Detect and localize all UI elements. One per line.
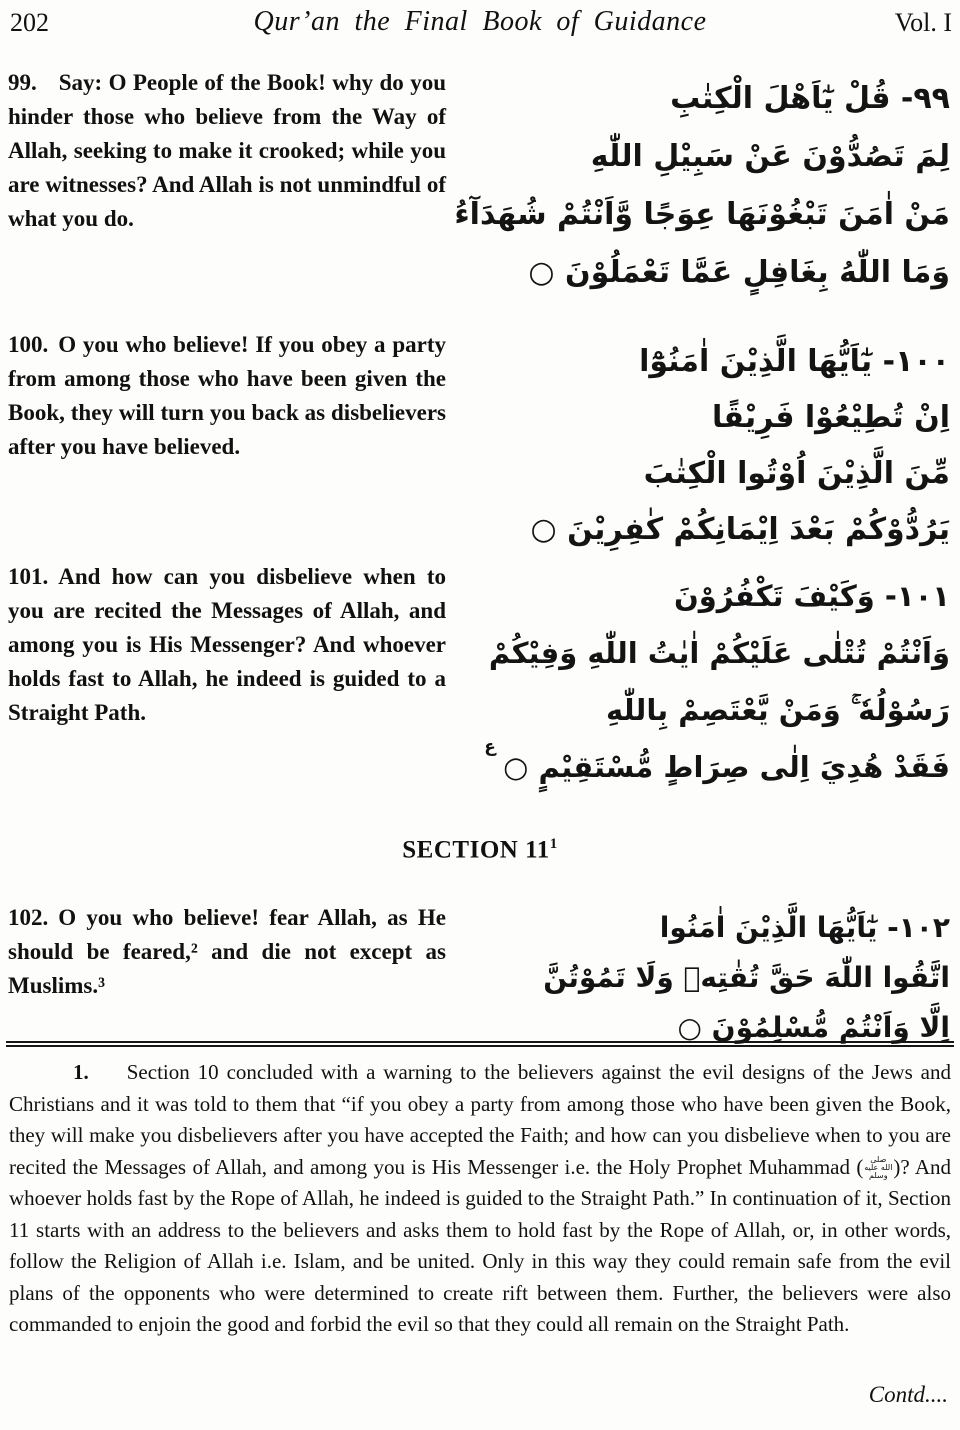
verse-text: Say: O People of the Book! why do you hinder those who believe from the Way of Allah, seeking to make it crooked; while you are witnesses? And Allah is not unmindful of what you do. [8, 70, 446, 231]
verse-number: 102. [8, 905, 49, 930]
verse-99-english [8, 66, 446, 236]
verse-102-english [8, 901, 446, 1003]
section-heading-label: SECTION 11 [402, 836, 550, 864]
arabic-line: فَقَدْ هُدِيَ اِلٰى صِرَاطٍ مُّسْتَقِيْمٍ ○ [503, 750, 950, 784]
page-number: 202 [10, 8, 49, 37]
footnote-divider-rule [6, 1041, 954, 1047]
arabic-line: اِلَّا وَاَنْتُمْ مُّسْلِمُوْنَ ○ [677, 1011, 950, 1044]
verse-text: O you who believe! fear Allah, as He should be feared,² and die not except as Muslims.³ [8, 905, 446, 998]
arabic-line: مِّنَ الَّذِيْنَ اُوْتُوا الْكِتٰبَ [643, 456, 950, 491]
verse-100-arabic [430, 334, 950, 558]
volume-label: Vol. I [894, 8, 952, 37]
verse-101-arabic [430, 568, 950, 796]
arabic-line: اتَّقُوا اللّٰهَ حَقَّ تُقٰتِهٖ وَلَا تَمُوْتُنَّ [543, 961, 950, 994]
arabic-line: وَاَنْتُمْ تُتْلٰى عَلَيْكُمْ اٰيٰتُ اللّٰهِ وَفِيْكُمْ [488, 636, 950, 670]
verse-100-english [8, 328, 446, 464]
verse-text: O you who believe! If you obey a party from among those who have been given the Book, they will turn you back as disbelievers after you have believed. [8, 332, 446, 459]
running-title: Qur’an the Final Book of Guidance [253, 6, 707, 37]
arabic-line: ١٠٢- يٰٓاَيُّهَا الَّذِيْنَ اٰمَنُوا [659, 911, 950, 944]
verse-99-arabic [430, 70, 950, 302]
arabic-line: اِنْ تُطِيْعُوْا فَرِيْقًا [712, 400, 950, 435]
verse-number: 99. [8, 70, 37, 95]
verse-number: 100. [8, 332, 49, 357]
pbuh-seal: صلى الله عليه وسلم [864, 1154, 893, 1180]
footnote-1 [9, 1057, 951, 1341]
arabic-line: ١٠١- وَكَيْفَ تَكْفُرُوْنَ [673, 579, 950, 613]
arabic-line: مَنْ اٰمَنَ تَبْغُوْنَهَا عِوَجًا وَّاَنْتُمْ شُهَدَآءُ [454, 197, 950, 232]
ruku-margin-marker: ع [484, 737, 496, 757]
verse-row-100 [0, 328, 960, 560]
footnote-marker: 1. [73, 1060, 89, 1084]
footnote-text: )? And whoever holds fast by the Rope of Allah, he indeed is guided to the Straight Path.” In continuation of it, Section 11 starts with an address to the believers and asks them to hold fast by the Rope of Allah, or, in other words, follow the Religion of Allah i.e. Islam, and be united. Only in this way they could remain safe from the evil plans of the opponents who were determined to create rift between them. Further, the believers were also commanded to enjoin the good and forbid the evil so that they could all remain on the Straight Path. [9, 1154, 951, 1336]
arabic-line: لِمَ تَصُدُّوْنَ عَنْ سَبِيْلِ اللّٰهِ [590, 139, 950, 174]
verse-text: And how can you disbelieve when to you are recited the Messages of Allah, and among you is His Messenger? And whoever holds fast to Allah, he indeed is guided to a Straight Path. [8, 564, 446, 725]
arabic-line: ٩٩- قُلْ يٰٓاَهْلَ الْكِتٰبِ [670, 81, 950, 116]
section-heading [0, 836, 960, 864]
verse-number: 101. [8, 564, 49, 589]
verse-row-101 [0, 560, 960, 836]
section-footnote-ref: 1 [549, 836, 558, 852]
arabic-line: رَسُوْلُهٗ ۚ وَمَنْ يَّعْتَصِمْ بِاللّٰهِ [606, 693, 950, 727]
arabic-line: وَمَا اللّٰهُ بِغَافِلٍ عَمَّا تَعْمَلُوْنَ ○ [528, 255, 950, 290]
verse-102-arabic [430, 903, 950, 1053]
arabic-line: ١٠٠- يٰٓاَيُّهَا الَّذِيْنَ اٰمَنُوْٓا [639, 344, 950, 379]
verse-row-99 [0, 66, 960, 328]
verse-101-english [8, 560, 446, 730]
continued-label: Contd.... [868, 1382, 948, 1407]
arabic-line: يَرُدُّوْكُمْ بَعْدَ اِيْمَانِكُمْ كٰفِرِيْنَ ○ [530, 512, 950, 547]
page-header [0, 6, 960, 46]
footnote-text: Section 10 concluded with a warning to the believers against the evil designs of the Jews and Christians and it was told to them that “if you obey a party from among those who have been given the Book, they will make you disbelievers after you have accepted the Faith; and how can you disbelieve when to you are recited the Messages of Allah, and among you is His Messenger i.e. the Holy Prophet Muhammad ( [9, 1060, 951, 1179]
verse-row-102 [0, 901, 960, 1044]
